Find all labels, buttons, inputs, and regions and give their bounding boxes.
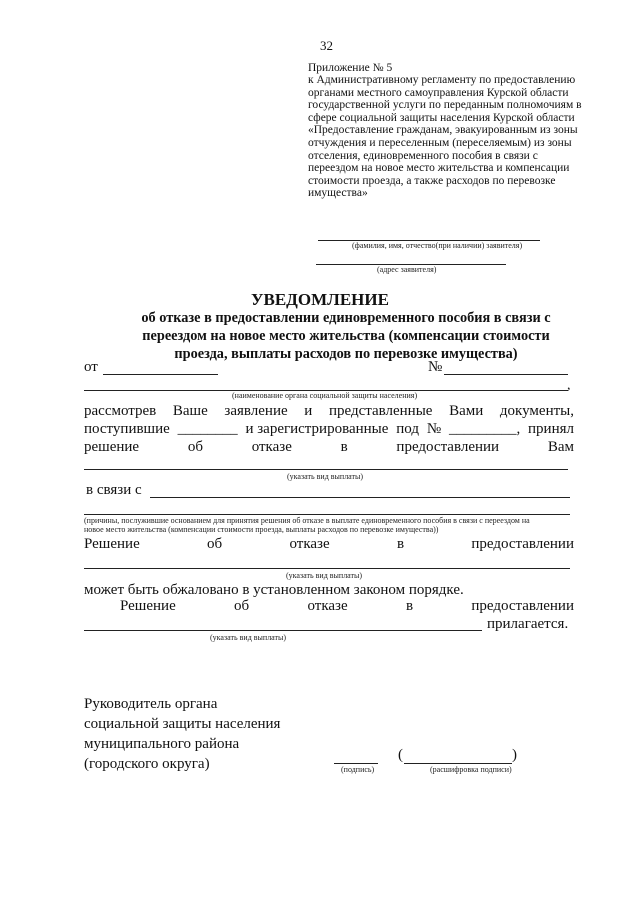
para-word: ________	[177, 421, 238, 437]
appendix-line: стоимости проезда, а также расходов по перевозке	[308, 174, 556, 187]
para-word: в	[396, 536, 405, 552]
para-word: Вами	[449, 403, 484, 419]
payment-type-line-2	[84, 568, 570, 569]
from-label: от	[84, 359, 98, 375]
reason-line-2	[84, 514, 570, 515]
page-number: 32	[320, 38, 333, 53]
para-word: отказе	[289, 536, 330, 552]
appendix-line: имущества»	[308, 187, 368, 200]
payment-caption-1: (указать вид выплаты)	[287, 472, 364, 481]
appendix-line: государственной услуги по переданным полномочиям в	[308, 99, 582, 112]
appendix-line: «Предоставление гражданам, эвакуированным из зоны	[308, 124, 578, 137]
appendix-line: отчуждения и переселенным (переселяемым) из зоны	[308, 136, 572, 149]
number-label: №	[428, 359, 443, 375]
decode-line	[404, 763, 512, 764]
payment-caption-3: (указать вид выплаты)	[210, 633, 287, 642]
applicant-name-caption: (фамилия, имя, отчество(при наличии) заявителя)	[352, 241, 523, 250]
para-word: _________,	[448, 421, 521, 437]
appendix-line: органами местного самоуправления Курской области	[308, 86, 569, 99]
para3-line1	[120, 598, 574, 615]
para-word: №	[426, 421, 442, 437]
para-word: отказе	[251, 439, 292, 455]
decode-close-paren: )	[512, 747, 517, 763]
para-word: в	[340, 439, 348, 455]
para-word: отказе	[307, 598, 348, 614]
signature-line	[334, 763, 378, 764]
signatory-line: социальной защиты населения	[84, 716, 281, 732]
para-word: рассмотрев	[84, 403, 157, 419]
para-word: в	[405, 598, 414, 614]
para-word: Решение	[120, 598, 176, 614]
para1-line1	[84, 403, 574, 420]
decode-open-paren: (	[398, 747, 403, 763]
para2-line1	[84, 536, 574, 553]
signature-caption: (подпись)	[341, 765, 375, 774]
para-word: об	[234, 598, 250, 614]
para-word: предоставлении	[471, 536, 574, 552]
para-word: принял	[528, 421, 574, 437]
para-word: документы,	[499, 403, 574, 419]
payment-type-line-3	[84, 630, 482, 631]
para-word: Ваше	[172, 403, 208, 419]
appendix-title: Приложение № 5	[308, 62, 393, 74]
reason-caption-1: (причины, послужившие основанием для принятия решения об отказе в выплате единовременного пособия в связи с переездом на	[84, 516, 530, 525]
para-word: Вам	[547, 439, 574, 455]
date-line	[103, 374, 218, 375]
signatory-title	[84, 694, 280, 774]
para-word: предоставлении	[396, 439, 500, 455]
org-caption: (наименование органа социальной защиты населения)	[232, 391, 418, 400]
subtitle-line: проезда, выплаты расходов по перевозке имущества)	[174, 346, 518, 362]
reason-line	[150, 497, 570, 498]
para-word: Решение	[84, 536, 140, 552]
appendix-line: сфере социальной защиты населения Курской области	[308, 111, 575, 124]
subtitle-line: переездом на новое место жительства (компенсации стоимости	[142, 328, 550, 344]
attached-text: прилагается.	[487, 616, 569, 632]
para-word: и	[304, 403, 313, 419]
number-line	[444, 374, 568, 375]
para-word: решение	[84, 439, 140, 455]
reason-caption-2: новое место жительства (компенсации стоимости проезда, выплаты расходов по перевозке имущества))	[84, 525, 439, 534]
appendix-line: отселения, единовременного пособия в связи с	[308, 149, 538, 162]
para-word: поступившие	[84, 421, 170, 437]
document-subtitle	[122, 309, 570, 363]
para-word: и зарегистрированные	[245, 421, 389, 437]
payment-caption-2: (указать вид выплаты)	[286, 571, 363, 580]
signatory-line: Руководитель органа	[84, 696, 218, 712]
reason-label: в связи с	[86, 482, 142, 498]
subtitle-line: об отказе в предоставлении единовременного пособия в связи с	[141, 310, 551, 326]
para1-line2	[84, 421, 574, 438]
org-comma: ,	[567, 378, 571, 393]
para-word: под	[396, 421, 419, 437]
decode-caption: (расшифровка подписи)	[430, 765, 512, 774]
para-word: предоставлении	[471, 598, 574, 614]
appeal-text: может быть обжаловано в установленном законом порядке.	[84, 582, 464, 598]
payment-type-line-1	[84, 469, 568, 470]
signatory-line: муниципального района	[84, 736, 240, 752]
para-word: об	[207, 536, 223, 552]
document-title: УВЕДОМЛЕНИЕ	[251, 290, 389, 309]
appendix-line: к Административному регламенту по предоставлению	[308, 74, 576, 86]
appendix-text	[308, 74, 582, 200]
applicant-address-caption: (адрес заявителя)	[377, 265, 437, 274]
signatory-line: (городского округа)	[84, 756, 210, 772]
appendix-line: переездом на новое место жительства и компенсации	[308, 162, 570, 175]
para1-line3	[84, 439, 574, 456]
para-word: заявление	[224, 403, 288, 419]
para-word: об	[187, 439, 203, 455]
para-word: представленные	[328, 403, 433, 419]
